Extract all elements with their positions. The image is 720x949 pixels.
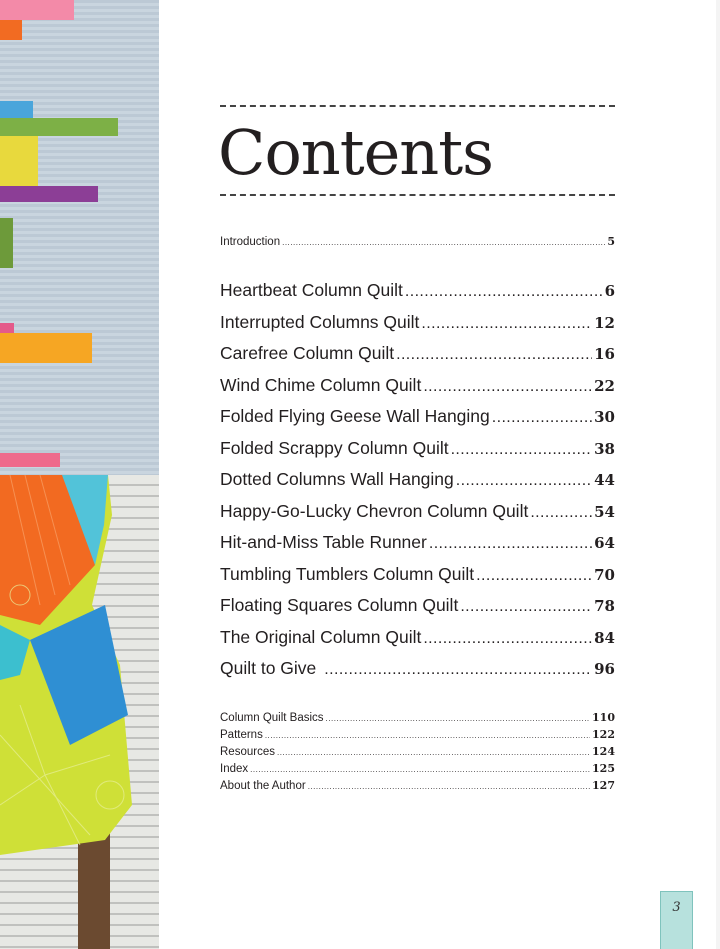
toc-entry-label: Interrupted Columns Quilt xyxy=(220,311,420,332)
dot-leader xyxy=(324,654,592,685)
dot-leader xyxy=(326,711,590,727)
toc-entry-introduction[interactable] xyxy=(220,234,615,250)
toc-entry-page: 124 xyxy=(592,745,615,758)
hanging-quilt-image xyxy=(0,475,159,949)
toc-entry-page: 22 xyxy=(594,376,615,395)
toc-entry-page: 127 xyxy=(592,779,615,792)
green-strip xyxy=(0,118,118,136)
toc-entry-project[interactable] xyxy=(220,559,615,590)
toc-entry-backmatter[interactable] xyxy=(220,727,615,743)
toc-entry-page: 16 xyxy=(594,345,615,363)
dot-leader xyxy=(396,339,592,370)
toc-entry-backmatter[interactable] xyxy=(220,710,615,726)
dot-leader xyxy=(265,728,590,744)
toc-entry-label: Introduction xyxy=(220,236,281,248)
toc-entry-project[interactable] xyxy=(220,590,615,621)
dot-leader xyxy=(282,235,605,251)
toc-entry-label: Resources xyxy=(220,746,275,758)
quilt-photo xyxy=(0,0,159,949)
toc-entry-page: 84 xyxy=(594,628,615,647)
toc-entry-project[interactable] xyxy=(220,433,615,464)
dot-leader xyxy=(423,623,592,654)
toc-entry-page: 125 xyxy=(592,762,615,775)
page-number-tab xyxy=(660,891,693,949)
toc-entry-project[interactable] xyxy=(220,338,615,369)
page-edge xyxy=(716,0,720,949)
orange-strip xyxy=(0,20,22,40)
amber-strip xyxy=(0,333,92,363)
toc-entry-label: The Original Column Quilt xyxy=(220,626,422,647)
toc-entry-label: Heartbeat Column Quilt xyxy=(220,280,403,300)
toc-entry-backmatter[interactable] xyxy=(220,744,615,760)
toc-entry-page: 78 xyxy=(594,597,615,615)
toc-entry-page: 64 xyxy=(594,534,615,552)
pink-strip xyxy=(0,0,74,20)
toc-entry-page: 122 xyxy=(592,728,615,741)
toc-entry-project[interactable] xyxy=(220,370,615,401)
toc-entry-page: 54 xyxy=(594,502,615,521)
purple-strip xyxy=(0,186,98,202)
toc-entry-project[interactable] xyxy=(220,653,615,684)
toc-entry-label: Index xyxy=(220,763,249,775)
dot-leader xyxy=(456,465,592,496)
toc-entry-project[interactable] xyxy=(220,527,615,558)
page-title: Contents xyxy=(218,116,493,189)
toc-entry-page: 6 xyxy=(604,282,615,300)
toc-entry-project[interactable] xyxy=(220,307,615,338)
title-divider xyxy=(220,194,615,196)
toc-entry-label: Tumbling Tumblers Column Quilt xyxy=(220,563,475,584)
dot-leader xyxy=(530,497,592,528)
dot-leader xyxy=(492,402,592,433)
dot-leader xyxy=(308,779,590,795)
toc-entry-page: 38 xyxy=(594,439,615,458)
toc-entry-project[interactable] xyxy=(220,496,615,527)
toc-entry-label: Folded Flying Geese Wall Hanging xyxy=(220,406,490,426)
toc-entry-project[interactable] xyxy=(220,275,615,306)
toc-entry-backmatter[interactable] xyxy=(220,761,615,777)
dot-leader xyxy=(423,371,592,402)
dot-leader xyxy=(476,560,592,591)
dot-leader xyxy=(250,762,590,778)
toc-entry-page: 44 xyxy=(594,471,615,489)
toc-entry-label: Quilt to Give xyxy=(220,658,317,678)
toc-entry-project[interactable] xyxy=(220,622,615,653)
magenta-strip xyxy=(0,323,14,333)
dot-leader xyxy=(421,308,592,339)
dot-leader xyxy=(277,745,590,761)
toc-entry-project[interactable] xyxy=(220,401,615,432)
toc-entry-label: Carefree Column Quilt xyxy=(220,343,395,363)
toc-entry-page: 5 xyxy=(607,235,615,248)
toc-entry-label: Floating Squares Column Quilt xyxy=(220,595,459,615)
toc-entry-project[interactable] xyxy=(220,464,615,495)
toc-entry-backmatter[interactable] xyxy=(220,778,615,794)
toc-entry-label: Dotted Columns Wall Hanging xyxy=(220,469,454,489)
toc-entry-label: Hit-and-Miss Table Runner xyxy=(220,532,427,552)
top-divider xyxy=(220,105,615,107)
yellow-strip xyxy=(0,136,38,186)
page-number: 3 xyxy=(672,900,681,915)
toc-entry-page: 30 xyxy=(594,408,615,426)
wood-background xyxy=(0,475,159,949)
column-quilt-photo xyxy=(0,0,159,475)
toc-entry-page: 12 xyxy=(594,313,615,332)
toc-entry-page: 96 xyxy=(594,660,615,678)
toc-entry-label: Column Quilt Basics xyxy=(220,712,324,724)
toc-entry-label: About the Author xyxy=(220,780,306,792)
toc-entry-label: Folded Scrappy Column Quilt xyxy=(220,437,449,458)
toc-entry-label: Patterns xyxy=(220,729,263,741)
blue-strip xyxy=(0,101,33,118)
dot-leader xyxy=(429,528,592,559)
toc-entry-page: 70 xyxy=(594,565,615,584)
dot-leader xyxy=(451,434,593,465)
dot-leader xyxy=(460,591,592,622)
dot-leader xyxy=(405,276,603,307)
toc-entry-label: Wind Chime Column Quilt xyxy=(220,374,422,395)
olive-strip xyxy=(0,218,13,268)
rose-strip xyxy=(0,453,60,467)
toc-entry-page: 110 xyxy=(592,711,615,724)
toc-entry-label: Happy-Go-Lucky Chevron Column Quilt xyxy=(220,500,529,521)
